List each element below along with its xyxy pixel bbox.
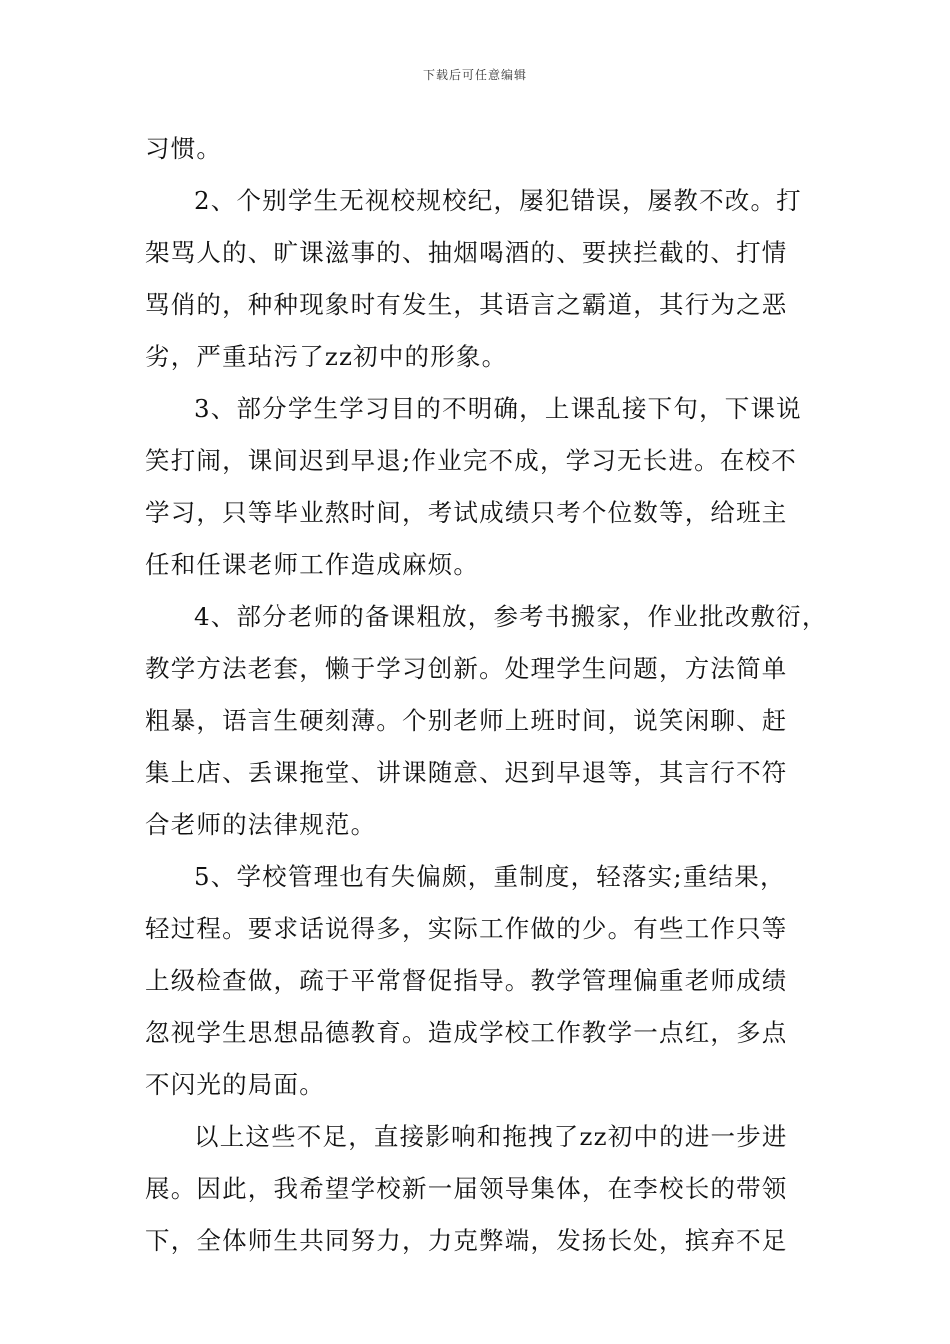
text-line: 任和任课老师工作造成麻烦。 [145,550,480,579]
text-line: 展。因此，我希望学校新一届领导集体，在李校长的带领 [145,1174,788,1203]
text-line: 合老师的法律规范。 [145,810,377,839]
text-line: 劣，严重玷污了zz初中的形象。 [145,342,508,371]
text-line: 架骂人的、旷课滋事的、抽烟喝酒的、要挟拦截的、打情 [145,238,788,267]
text-line: 下，全体师生共同努力，力克弊端，发扬长处，摈弃不足 [145,1226,788,1255]
text-line: 轻过程。要求话说得多，实际工作做的少。有些工作只等 [145,914,788,943]
text-line: 习惯。 [145,134,223,163]
text-line: 学习，只等毕业熬时间，考试成绩只考个位数等，给班主 [145,498,788,527]
text-line: 忽视学生思想品德教育。造成学校工作教学一点红，多点 [145,1018,788,1047]
text-line: 以上这些不足，直接影响和拖拽了zz初中的进一步进 [194,1122,788,1151]
text-line: 集上店、丢课拖堂、讲课随意、迟到早退等，其言行不符 [145,758,788,787]
text-line: 不闪光的局面。 [145,1070,325,1099]
text-line: 笑打闹，课间迟到早退;作业完不成，学习无长进。在校不 [145,446,797,475]
document-body [145,123,828,1267]
text-line: 4、部分老师的备课粗放，参考书搬家，作业批改敷衍， [194,602,828,631]
page-header: 下载后可任意编辑 [422,68,527,82]
text-line: 2、个别学生无视校规校纪，屡犯错误，屡教不改。打 [194,186,802,215]
text-line: 教学方法老套，懒于学习创新。处理学生问题，方法简单 [145,654,788,683]
text-line: 3、部分学生学习目的不明确，上课乱接下句，下课说 [194,394,802,423]
text-line: 5、学校管理也有失偏颇，重制度，轻落实;重结果， [194,862,786,891]
text-line: 粗暴，语言生硬刻薄。个别老师上班时间，说笑闲聊、赶 [145,706,788,735]
text-line: 骂俏的，种种现象时有发生，其语言之霸道，其行为之恶 [145,290,788,319]
text-line: 上级检查做，疏于平常督促指导。教学管理偏重老师成绩 [145,966,788,995]
